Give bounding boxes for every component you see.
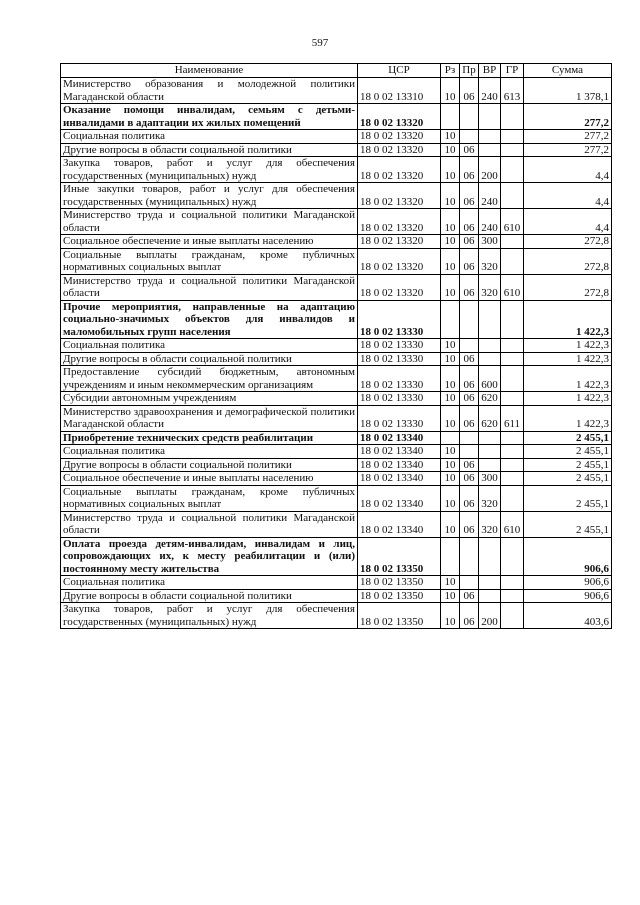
table-row	[61, 576, 612, 590]
cell-sum: 2 455,1	[524, 445, 612, 459]
table-row	[61, 405, 612, 431]
cell-vr	[479, 300, 501, 339]
cell-sum: 1 378,1	[524, 78, 612, 104]
cell-csr: 18 0 02 13350	[358, 576, 441, 590]
cell-csr: 18 0 02 13340	[358, 431, 441, 445]
cell-vr: 240	[479, 209, 501, 235]
cell-vr	[479, 339, 501, 353]
cell-rz: 10	[441, 366, 460, 392]
cell-sum: 2 455,1	[524, 485, 612, 511]
table-row	[61, 472, 612, 486]
cell-pr	[460, 300, 479, 339]
cell-name: Закупка товаров, работ и услуг для обеспечения государственных (муниципальных) нужд	[61, 157, 358, 183]
cell-rz: 10	[441, 143, 460, 157]
cell-pr: 06	[460, 352, 479, 366]
cell-csr: 18 0 02 13340	[358, 445, 441, 459]
cell-vr: 240	[479, 183, 501, 209]
cell-sum: 1 422,3	[524, 392, 612, 406]
cell-csr: 18 0 02 13350	[358, 603, 441, 629]
cell-rz: 10	[441, 472, 460, 486]
table-row	[61, 274, 612, 300]
cell-gr: 611	[501, 405, 524, 431]
table-row	[61, 603, 612, 629]
table-row-section	[61, 104, 612, 130]
table-row-section	[61, 300, 612, 339]
cell-gr	[501, 183, 524, 209]
cell-gr	[501, 589, 524, 603]
cell-vr: 240	[479, 78, 501, 104]
cell-pr: 06	[460, 274, 479, 300]
cell-vr: 320	[479, 511, 501, 537]
cell-name: Закупка товаров, работ и услуг для обеспечения государственных (муниципальных) нужд	[61, 603, 358, 629]
cell-vr	[479, 352, 501, 366]
cell-csr: 18 0 02 13330	[358, 352, 441, 366]
cell-pr	[460, 431, 479, 445]
cell-name: Социальные выплаты гражданам, кроме публичных нормативных социальных выплат	[61, 248, 358, 274]
cell-name: Министерство труда и социальной политики Магаданской области	[61, 511, 358, 537]
cell-vr	[479, 458, 501, 472]
cell-name: Социальная политика	[61, 339, 358, 353]
table-row	[61, 392, 612, 406]
table-row	[61, 511, 612, 537]
cell-vr: 320	[479, 274, 501, 300]
cell-csr: 18 0 02 13340	[358, 458, 441, 472]
cell-name: Прочие мероприятия, направленные на адаптацию социально-значимых объектов для инвалидов и маломобильных групп населения	[61, 300, 358, 339]
table-row	[61, 248, 612, 274]
table-row	[61, 366, 612, 392]
cell-rz: 10	[441, 458, 460, 472]
table-row	[61, 458, 612, 472]
cell-gr	[501, 458, 524, 472]
cell-vr	[479, 431, 501, 445]
cell-rz	[441, 537, 460, 576]
table-header-row	[61, 64, 612, 78]
cell-pr	[460, 104, 479, 130]
cell-rz: 10	[441, 209, 460, 235]
cell-sum: 2 455,1	[524, 431, 612, 445]
cell-vr	[479, 576, 501, 590]
cell-sum: 272,8	[524, 248, 612, 274]
cell-name: Другие вопросы в области социальной политики	[61, 143, 358, 157]
cell-rz: 10	[441, 405, 460, 431]
cell-pr	[460, 445, 479, 459]
cell-csr: 18 0 02 13320	[358, 143, 441, 157]
cell-gr	[501, 431, 524, 445]
cell-pr: 06	[460, 405, 479, 431]
cell-sum: 4,4	[524, 209, 612, 235]
cell-sum: 2 455,1	[524, 458, 612, 472]
header-sum: Сумма	[524, 64, 612, 78]
cell-rz	[441, 431, 460, 445]
cell-csr: 18 0 02 13330	[358, 405, 441, 431]
cell-gr: 613	[501, 78, 524, 104]
cell-csr: 18 0 02 13320	[358, 274, 441, 300]
cell-sum: 403,6	[524, 603, 612, 629]
cell-vr: 300	[479, 235, 501, 249]
cell-pr: 06	[460, 392, 479, 406]
cell-rz: 10	[441, 183, 460, 209]
cell-vr	[479, 104, 501, 130]
cell-vr	[479, 589, 501, 603]
table-row	[61, 183, 612, 209]
cell-name: Другие вопросы в области социальной политики	[61, 458, 358, 472]
cell-name: Оказание помощи инвалидам, семьям с детьми-инвалидами в адаптации их жилых помещений	[61, 104, 358, 130]
cell-name: Министерство труда и социальной политики Магаданской области	[61, 274, 358, 300]
cell-vr	[479, 143, 501, 157]
cell-csr: 18 0 02 13350	[358, 589, 441, 603]
cell-pr	[460, 576, 479, 590]
cell-gr	[501, 445, 524, 459]
cell-vr	[479, 537, 501, 576]
cell-vr	[479, 130, 501, 144]
cell-csr: 18 0 02 13350	[358, 537, 441, 576]
cell-gr	[501, 235, 524, 249]
cell-gr	[501, 104, 524, 130]
cell-sum: 906,6	[524, 576, 612, 590]
table-row	[61, 339, 612, 353]
cell-sum: 1 422,3	[524, 339, 612, 353]
cell-rz: 10	[441, 589, 460, 603]
cell-rz: 10	[441, 485, 460, 511]
cell-vr: 300	[479, 472, 501, 486]
cell-rz: 10	[441, 511, 460, 537]
cell-csr: 18 0 02 13320	[358, 104, 441, 130]
cell-name: Субсидии автономным учреждениям	[61, 392, 358, 406]
cell-sum: 906,6	[524, 537, 612, 576]
cell-name: Социальное обеспечение и иные выплаты населению	[61, 235, 358, 249]
cell-gr	[501, 157, 524, 183]
cell-name: Приобретение технических средств реабилитации	[61, 431, 358, 445]
table-row-section	[61, 537, 612, 576]
cell-name: Предоставление субсидий бюджетным, автономным учреждениям и иным некоммерческим организациям	[61, 366, 358, 392]
cell-vr: 600	[479, 366, 501, 392]
cell-csr: 18 0 02 13340	[358, 472, 441, 486]
cell-vr: 200	[479, 603, 501, 629]
cell-rz: 10	[441, 339, 460, 353]
header-name: Наименование	[61, 64, 358, 78]
cell-pr: 06	[460, 248, 479, 274]
header-csr: ЦСР	[358, 64, 441, 78]
cell-gr	[501, 392, 524, 406]
table-body	[61, 78, 612, 629]
cell-sum: 277,2	[524, 130, 612, 144]
cell-name: Социальная политика	[61, 445, 358, 459]
cell-rz: 10	[441, 248, 460, 274]
cell-rz: 10	[441, 352, 460, 366]
cell-vr	[479, 445, 501, 459]
cell-name: Иные закупки товаров, работ и услуг для обеспечения государственных (муниципальных) нужд	[61, 183, 358, 209]
cell-gr	[501, 576, 524, 590]
cell-sum: 4,4	[524, 183, 612, 209]
cell-gr	[501, 352, 524, 366]
cell-sum: 906,6	[524, 589, 612, 603]
cell-sum: 1 422,3	[524, 300, 612, 339]
cell-pr: 06	[460, 589, 479, 603]
cell-csr: 18 0 02 13330	[358, 339, 441, 353]
table-row	[61, 235, 612, 249]
cell-sum: 277,2	[524, 104, 612, 130]
cell-pr: 06	[460, 235, 479, 249]
cell-rz: 10	[441, 130, 460, 144]
table-row	[61, 352, 612, 366]
cell-csr: 18 0 02 13330	[358, 300, 441, 339]
cell-gr	[501, 366, 524, 392]
header-vr: ВР	[479, 64, 501, 78]
cell-rz	[441, 300, 460, 339]
cell-pr: 06	[460, 458, 479, 472]
cell-csr: 18 0 02 13320	[358, 157, 441, 183]
cell-csr: 18 0 02 13340	[358, 511, 441, 537]
budget-table	[60, 63, 612, 629]
cell-gr: 610	[501, 511, 524, 537]
cell-rz: 10	[441, 576, 460, 590]
cell-rz: 10	[441, 603, 460, 629]
cell-pr: 06	[460, 603, 479, 629]
cell-sum: 272,8	[524, 235, 612, 249]
cell-pr: 06	[460, 157, 479, 183]
cell-rz: 10	[441, 445, 460, 459]
cell-gr	[501, 485, 524, 511]
cell-pr	[460, 339, 479, 353]
cell-pr: 06	[460, 472, 479, 486]
cell-csr: 18 0 02 13320	[358, 209, 441, 235]
header-rz: Рз	[441, 64, 460, 78]
cell-gr	[501, 339, 524, 353]
cell-sum: 2 455,1	[524, 511, 612, 537]
table-row	[61, 209, 612, 235]
cell-rz: 10	[441, 392, 460, 406]
cell-gr	[501, 472, 524, 486]
cell-sum: 277,2	[524, 143, 612, 157]
cell-csr: 18 0 02 13320	[358, 183, 441, 209]
cell-csr: 18 0 02 13330	[358, 366, 441, 392]
cell-sum: 1 422,3	[524, 405, 612, 431]
cell-sum: 2 455,1	[524, 472, 612, 486]
cell-pr: 06	[460, 209, 479, 235]
cell-gr	[501, 537, 524, 576]
cell-vr: 620	[479, 405, 501, 431]
table-row	[61, 78, 612, 104]
cell-gr: 610	[501, 209, 524, 235]
cell-sum: 4,4	[524, 157, 612, 183]
table-row	[61, 589, 612, 603]
cell-gr	[501, 603, 524, 629]
cell-gr	[501, 300, 524, 339]
cell-name: Социальное обеспечение и иные выплаты населению	[61, 472, 358, 486]
cell-csr: 18 0 02 13310	[358, 78, 441, 104]
cell-name: Оплата проезда детям-инвалидам, инвалидам и лиц, сопровождающих их, к месту реабилитации и (или) постоянному месту жительства	[61, 537, 358, 576]
header-gr: ГР	[501, 64, 524, 78]
cell-name: Министерство труда и социальной политики Магаданской области	[61, 209, 358, 235]
cell-pr: 06	[460, 511, 479, 537]
cell-name: Социальные выплаты гражданам, кроме публичных нормативных социальных выплат	[61, 485, 358, 511]
cell-name: Другие вопросы в области социальной политики	[61, 352, 358, 366]
cell-sum: 1 422,3	[524, 352, 612, 366]
cell-gr: 610	[501, 274, 524, 300]
cell-pr: 06	[460, 366, 479, 392]
cell-pr: 06	[460, 183, 479, 209]
cell-pr	[460, 130, 479, 144]
cell-csr: 18 0 02 13320	[358, 235, 441, 249]
cell-gr	[501, 130, 524, 144]
table-row-section	[61, 431, 612, 445]
cell-csr: 18 0 02 13320	[358, 248, 441, 274]
cell-pr: 06	[460, 143, 479, 157]
cell-rz: 10	[441, 274, 460, 300]
cell-sum: 1 422,3	[524, 366, 612, 392]
table-row	[61, 143, 612, 157]
cell-rz: 10	[441, 157, 460, 183]
cell-vr: 200	[479, 157, 501, 183]
cell-rz: 10	[441, 235, 460, 249]
table-row	[61, 485, 612, 511]
cell-name: Социальная политика	[61, 576, 358, 590]
cell-gr	[501, 143, 524, 157]
cell-rz: 10	[441, 78, 460, 104]
cell-sum: 272,8	[524, 274, 612, 300]
cell-rz	[441, 104, 460, 130]
cell-name: Социальная политика	[61, 130, 358, 144]
header-pr: Пр	[460, 64, 479, 78]
cell-pr	[460, 537, 479, 576]
table-row	[61, 130, 612, 144]
cell-name: Министерство образования и молодежной политики Магаданской области	[61, 78, 358, 104]
cell-vr: 320	[479, 248, 501, 274]
table-row	[61, 445, 612, 459]
cell-pr: 06	[460, 485, 479, 511]
cell-pr: 06	[460, 78, 479, 104]
cell-csr: 18 0 02 13340	[358, 485, 441, 511]
cell-name: Министерство здравоохранения и демографической политики Магаданской области	[61, 405, 358, 431]
cell-csr: 18 0 02 13320	[358, 130, 441, 144]
cell-csr: 18 0 02 13330	[358, 392, 441, 406]
cell-gr	[501, 248, 524, 274]
page-number: 597	[311, 37, 329, 49]
cell-vr: 620	[479, 392, 501, 406]
cell-name: Другие вопросы в области социальной политики	[61, 589, 358, 603]
table-row	[61, 157, 612, 183]
cell-vr: 320	[479, 485, 501, 511]
